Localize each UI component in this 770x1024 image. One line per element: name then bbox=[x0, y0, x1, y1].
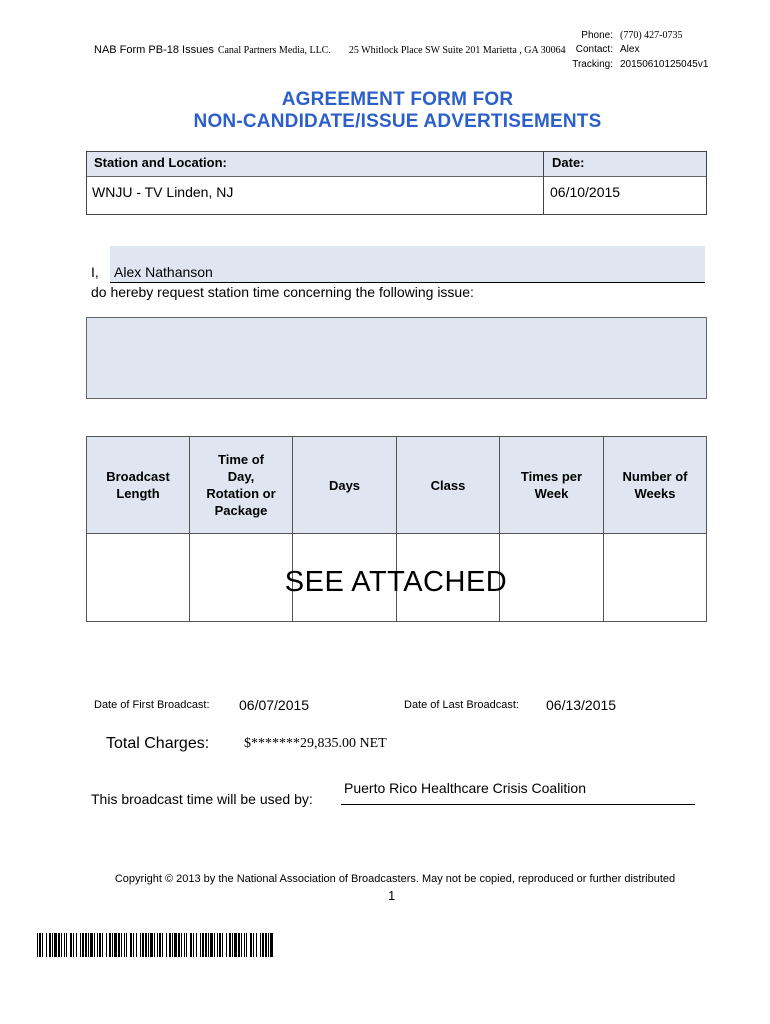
barcode-bar bbox=[159, 933, 161, 957]
barcode-bar bbox=[196, 933, 197, 957]
barcode-bar bbox=[193, 933, 194, 957]
first-broadcast-value[interactable]: 06/07/2015 bbox=[239, 697, 310, 713]
barcode-bar bbox=[148, 933, 149, 957]
phone-label: Phone: bbox=[581, 30, 613, 41]
contact-label: Contact: bbox=[575, 44, 613, 55]
station-date-divider bbox=[543, 152, 544, 214]
barcode-bar bbox=[39, 933, 41, 957]
barcode-bar bbox=[219, 933, 221, 957]
barcode-bar bbox=[174, 933, 177, 957]
station-date-box bbox=[86, 151, 707, 215]
form-title-line-1: AGREEMENT FORM FOR bbox=[281, 89, 514, 110]
barcode-bar bbox=[238, 933, 240, 957]
issue-description-field[interactable] bbox=[86, 317, 707, 399]
phone-value: (770) 427-0735 bbox=[620, 30, 683, 41]
barcode-bar bbox=[184, 933, 185, 957]
barcode-bar bbox=[178, 933, 180, 957]
barcode-bar bbox=[214, 933, 215, 957]
barcode-bar bbox=[169, 933, 171, 957]
tracking-label: Tracking: bbox=[572, 59, 613, 70]
barcode-bar bbox=[222, 933, 223, 957]
barcode-bar bbox=[270, 933, 273, 957]
requester-prefix: I, bbox=[91, 264, 99, 280]
barcode-bar bbox=[142, 933, 144, 957]
barcode-bar bbox=[154, 933, 155, 957]
barcode-bar bbox=[166, 933, 167, 957]
header-time-of-day: Time of Day, Rotation or Package bbox=[190, 437, 293, 534]
barcode-bar bbox=[73, 933, 74, 957]
header-broadcast-length: Broadcast Length bbox=[87, 437, 190, 534]
barcode-bar bbox=[133, 933, 134, 957]
copyright-notice: Copyright © 2013 by the National Association of Broadcasters. May not be copied, reproduced or further distributed bbox=[114, 873, 676, 885]
page-number: 1 bbox=[388, 888, 396, 903]
contact-value: Alex bbox=[620, 44, 640, 55]
request-statement: do hereby request station time concerning the following issue: bbox=[91, 284, 474, 300]
barcode-bar bbox=[109, 933, 111, 957]
header-times-per-week: Times per Week bbox=[500, 437, 604, 534]
barcode-bar bbox=[97, 933, 98, 957]
barcode-bar bbox=[246, 933, 247, 957]
barcode-bar bbox=[136, 933, 137, 957]
barcode-bar bbox=[76, 933, 77, 957]
form-id: NAB Form PB-18 Issues bbox=[94, 44, 214, 56]
barcode-bar bbox=[181, 933, 182, 957]
barcode-bar bbox=[64, 933, 65, 957]
agency-name: Canal Partners Media, LLC. bbox=[217, 45, 331, 56]
form-title-line-2: NON-CANDIDATE/ISSUE ADVERTISEMENTS bbox=[193, 111, 602, 132]
barcode-bar bbox=[58, 933, 60, 957]
barcode-bar bbox=[262, 933, 264, 957]
barcode-bar bbox=[99, 933, 101, 957]
barcode-bar bbox=[234, 933, 237, 957]
see-attached-note: SEE ATTACHED bbox=[284, 566, 508, 598]
form-header-line bbox=[94, 44, 566, 56]
barcode-bar bbox=[49, 933, 51, 957]
barcode-bar bbox=[265, 933, 267, 957]
barcode-bar bbox=[88, 933, 89, 957]
barcode-bar bbox=[268, 933, 269, 957]
barcode-bar bbox=[232, 933, 233, 957]
barcode-bar bbox=[118, 933, 120, 957]
header-number-of-weeks: Number of Weeks bbox=[604, 437, 707, 534]
sponsor-name[interactable]: Puerto Rico Healthcare Crisis Coalition bbox=[344, 780, 586, 796]
barcode-bar bbox=[256, 933, 257, 957]
barcode-bar bbox=[54, 933, 57, 957]
barcode-bar bbox=[121, 933, 122, 957]
last-broadcast-label: Date of Last Broadcast: bbox=[404, 699, 519, 711]
sponsor-underline bbox=[341, 804, 695, 805]
barcode-bar bbox=[140, 933, 141, 957]
date-label: Date: bbox=[552, 155, 585, 170]
barcode-bar bbox=[90, 933, 93, 957]
barcode-bar bbox=[70, 933, 72, 957]
barcode-bar bbox=[37, 933, 38, 957]
barcode-bar bbox=[210, 933, 213, 957]
barcode-bar bbox=[82, 933, 84, 957]
tracking-value: 20150610125045v1 bbox=[620, 59, 709, 70]
barcode-bar bbox=[208, 933, 209, 957]
barcode-bar bbox=[172, 933, 173, 957]
first-broadcast-label: Date of First Broadcast: bbox=[94, 699, 210, 711]
barcode-bar bbox=[102, 933, 103, 957]
barcode-bar bbox=[250, 933, 252, 957]
total-charges-label: Total Charges: bbox=[106, 735, 210, 752]
barcode-bar bbox=[226, 933, 227, 957]
barcode-bar bbox=[124, 933, 125, 957]
barcode-bar bbox=[46, 933, 47, 957]
total-charges-value[interactable]: $*******29,835.00 NET bbox=[244, 736, 387, 751]
used-by-label: This broadcast time will be used by: bbox=[91, 791, 313, 807]
station-value[interactable]: WNJU - TV Linden, NJ bbox=[92, 184, 234, 200]
barcode-bar bbox=[94, 933, 95, 957]
barcode-bar bbox=[253, 933, 254, 957]
header-days: Days bbox=[293, 437, 397, 534]
header-class: Class bbox=[397, 437, 500, 534]
agency-address: 25 Whitlock Place SW Suite 201 Marietta , GA 30064 bbox=[348, 45, 566, 56]
barcode-bar bbox=[150, 933, 153, 957]
barcode-bar bbox=[202, 933, 204, 957]
requester-name[interactable]: Alex Nathanson bbox=[114, 264, 213, 280]
barcode-bar bbox=[80, 933, 81, 957]
barcode-bar bbox=[229, 933, 231, 957]
barcode-bar bbox=[145, 933, 147, 957]
barcode-bar bbox=[157, 933, 158, 957]
barcode-bar bbox=[162, 933, 163, 957]
barcode-bar bbox=[85, 933, 87, 957]
barcode-bar bbox=[114, 933, 117, 957]
barcode-bar bbox=[61, 933, 62, 957]
barcode-bar bbox=[106, 933, 107, 957]
barcode-bar bbox=[186, 933, 187, 957]
barcode-bar bbox=[130, 933, 132, 957]
last-broadcast-value[interactable]: 06/13/2015 bbox=[546, 697, 617, 713]
barcode-bar bbox=[241, 933, 242, 957]
date-value[interactable]: 06/10/2015 bbox=[550, 184, 621, 200]
barcode-bar bbox=[244, 933, 245, 957]
barcode-bar bbox=[260, 933, 261, 957]
barcode-bar bbox=[126, 933, 127, 957]
schedule-table-header-row bbox=[87, 437, 707, 534]
barcode-bar bbox=[205, 933, 207, 957]
barcode-bar bbox=[112, 933, 113, 957]
barcode-bar bbox=[52, 933, 53, 957]
barcode-bar bbox=[42, 933, 43, 957]
barcode-image bbox=[37, 933, 273, 957]
barcode-bar bbox=[217, 933, 218, 957]
barcode-bar bbox=[200, 933, 201, 957]
barcode-bar bbox=[190, 933, 192, 957]
barcode-bar bbox=[66, 933, 67, 957]
station-label: Station and Location: bbox=[94, 155, 227, 170]
